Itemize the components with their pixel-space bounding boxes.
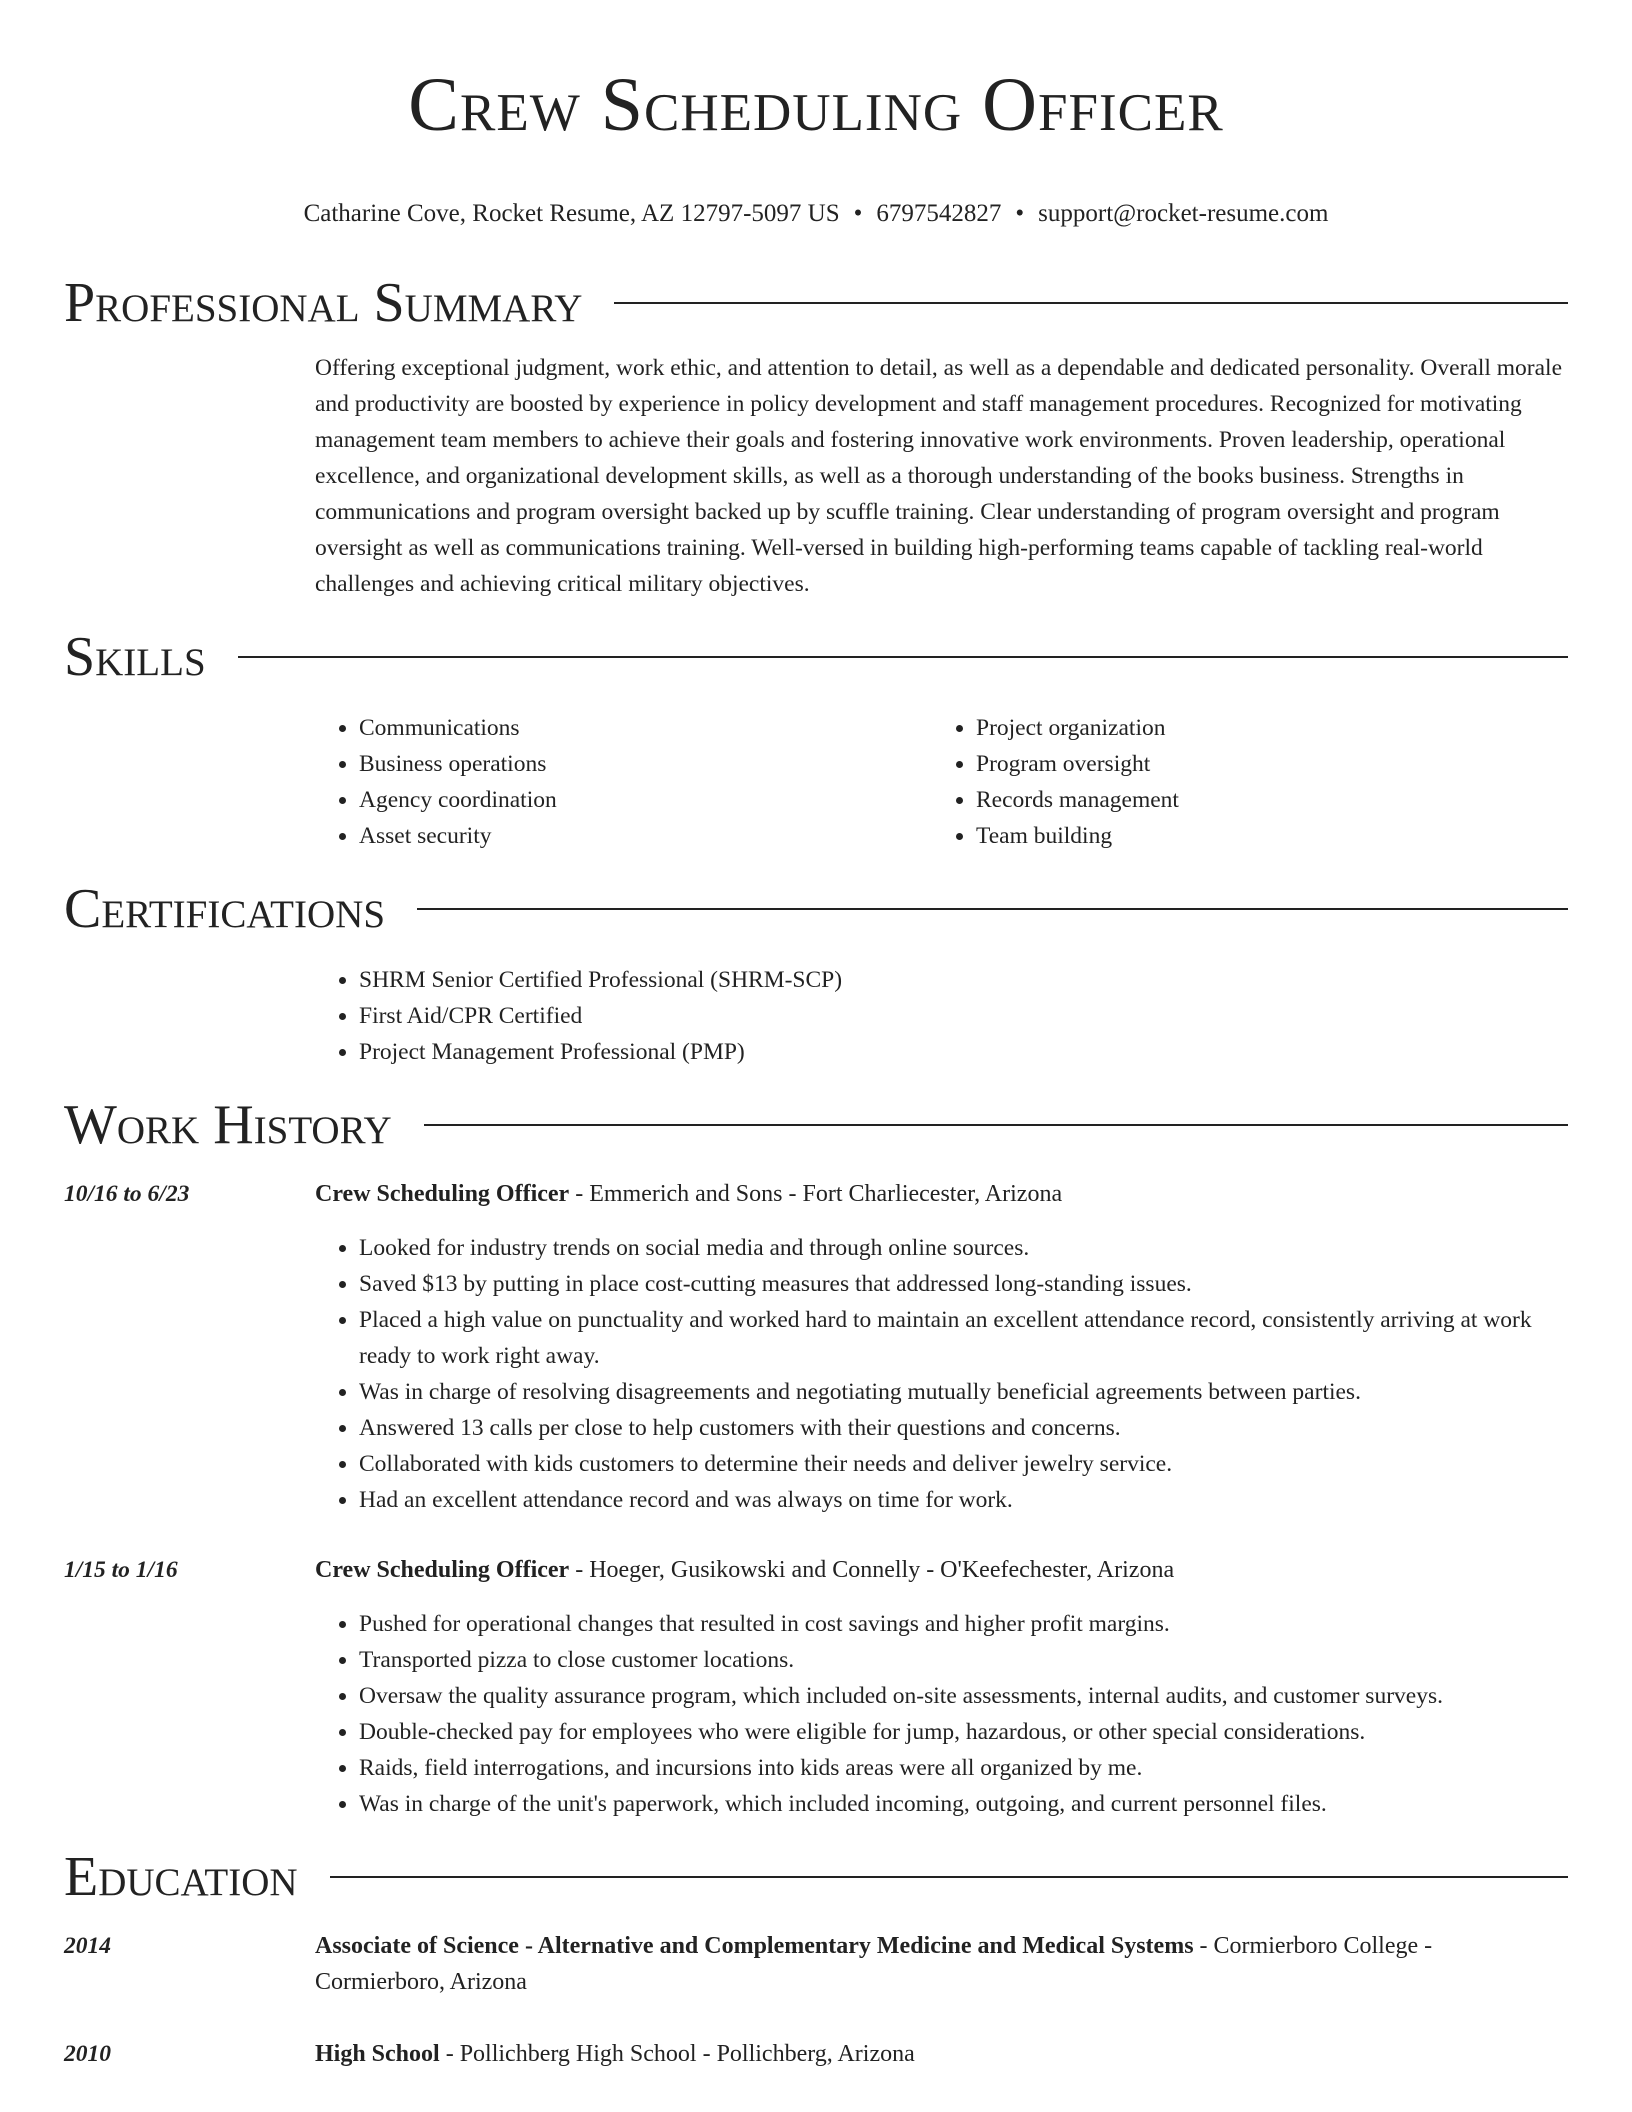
job-details: - Emmerich and Sons - Fort Charliecester, Arizona bbox=[569, 1181, 1063, 1207]
job-bullet: • Transported pizza to close customer locations. bbox=[359, 1642, 1568, 1678]
section-header bbox=[64, 1842, 1568, 1912]
skill-item: • Communications bbox=[359, 710, 932, 746]
job-bullet: • Placed a high value on punctuality and worked hard to maintain an excellent attendance record, consistently arriving at work ready to work right away. bbox=[359, 1302, 1568, 1374]
contact-address: Catharine Cove, Rocket Resume, AZ 12797-5097 US bbox=[303, 200, 840, 227]
certification-item: • First Aid/CPR Certified bbox=[359, 998, 1568, 1034]
section-divider bbox=[238, 656, 1568, 658]
education-header bbox=[315, 2036, 1568, 2072]
section-title: Education bbox=[64, 1846, 298, 1908]
contact-email: support@rocket-resume.com bbox=[1038, 200, 1329, 227]
education-year: 2010 bbox=[64, 2041, 111, 2067]
contact-phone: 6797542827 bbox=[876, 200, 1002, 227]
contact-separator: • bbox=[853, 200, 863, 227]
certification-item: • SHRM Senior Certified Professional (SHRM-SCP) bbox=[359, 962, 1568, 998]
job-bullet: • Answered 13 calls per close to help customers with their questions and concerns. bbox=[359, 1410, 1568, 1446]
skills-column-right bbox=[932, 710, 1549, 854]
certifications-section bbox=[64, 874, 1568, 1070]
skill-item: • Program oversight bbox=[976, 746, 1549, 782]
education-details: - Pollichberg High School - Pollichberg, Arizona bbox=[439, 2041, 915, 2067]
job-dates: 10/16 to 6/23 bbox=[64, 1181, 190, 1207]
job-entry bbox=[64, 1176, 1568, 1518]
job-details: - Hoeger, Gusikowski and Connelly - O'Keefechester, Arizona bbox=[569, 1557, 1175, 1583]
job-dates: 1/15 to 1/16 bbox=[64, 1557, 178, 1583]
skill-item: • Asset security bbox=[359, 818, 932, 854]
job-bullet: • Oversaw the quality assurance program, which included on-site assessments, internal audits, and customer surveys. bbox=[359, 1678, 1568, 1714]
job-bullet: • Collaborated with kids customers to determine their needs and deliver jewelry service. bbox=[359, 1446, 1568, 1482]
job-bullet: • Had an excellent attendance record and was always on time for work. bbox=[359, 1482, 1568, 1518]
skill-item: • Business operations bbox=[359, 746, 932, 782]
job-entry bbox=[64, 1552, 1568, 1822]
education-details: - Cormierboro College - Cormierboro, Arizona bbox=[315, 1933, 1433, 1995]
section-title: Professional Summary bbox=[64, 272, 583, 334]
section-title: Certifications bbox=[64, 878, 386, 940]
education-year: 2014 bbox=[64, 1933, 111, 1959]
summary-section bbox=[64, 268, 1568, 602]
skills-grid bbox=[315, 710, 1568, 854]
education-entry bbox=[64, 2036, 1568, 2072]
job-bullet: • Double-checked pay for employees who were eligible for jump, hazardous, or other special considerations. bbox=[359, 1714, 1568, 1750]
skill-item: • Agency coordination bbox=[359, 782, 932, 818]
job-bullet: • Was in charge of resolving disagreements and negotiating mutually beneficial agreements between parties. bbox=[359, 1374, 1568, 1410]
contact-line bbox=[64, 198, 1568, 230]
education-section bbox=[64, 1842, 1568, 2072]
job-bullet: • Saved $13 by putting in place cost-cutting measures that addressed long-standing issues. bbox=[359, 1266, 1568, 1302]
education-degree: High School bbox=[315, 2041, 440, 2067]
section-divider bbox=[417, 908, 1568, 910]
skills-column-left bbox=[315, 710, 932, 854]
job-bullet: • Raids, field interrogations, and incursions into kids areas were all organized by me. bbox=[359, 1750, 1568, 1786]
education-entry bbox=[64, 1928, 1568, 2000]
section-divider bbox=[424, 1124, 1568, 1126]
section-header bbox=[64, 622, 1568, 692]
skill-item: • Team building bbox=[976, 818, 1549, 854]
resume-page bbox=[64, 0, 1568, 2072]
section-header bbox=[64, 268, 1568, 338]
resume-title: Crew Scheduling Officer bbox=[408, 63, 1224, 147]
section-header bbox=[64, 1090, 1568, 1160]
certification-item: • Project Management Professional (PMP) bbox=[359, 1034, 1568, 1070]
education-header bbox=[315, 1928, 1568, 2000]
skill-item: • Records management bbox=[976, 782, 1549, 818]
education-degree: Associate of Science - Alternative and Complementary Medicine and Medical Systems bbox=[315, 1933, 1194, 1959]
job-header bbox=[315, 1552, 1568, 1588]
section-divider bbox=[614, 302, 1568, 304]
summary-text: Offering exceptional judgment, work ethic, and attention to detail, as well as a dependable and dedicated personality. Overall morale and productivity are boosted by experience in policy development and staff management procedures. Recognized for motivating management team members to achieve their goals and fostering innovative work environments. Proven leadership, operational excellence, and organizational development skills, as well as a thorough understanding of the books business. Strengths in communications and program oversight backed up by scuffle training. Clear understanding of program oversight and program oversight as well as communications training. Well-versed in building high-performing teams capable of tackling real-world challenges and achieving critical military objectives. bbox=[315, 355, 1563, 597]
job-title: Crew Scheduling Officer bbox=[315, 1181, 570, 1207]
skill-item: • Project organization bbox=[976, 710, 1549, 746]
job-bullet: • Was in charge of the unit's paperwork, which included incoming, outgoing, and current personnel files. bbox=[359, 1786, 1568, 1822]
skills-section bbox=[64, 622, 1568, 854]
section-title: Work History bbox=[64, 1094, 392, 1156]
job-bullet: • Looked for industry trends on social media and through online sources. bbox=[359, 1230, 1568, 1266]
section-title: Skills bbox=[64, 626, 206, 688]
contact-separator: • bbox=[1015, 200, 1025, 227]
job-header bbox=[315, 1176, 1568, 1212]
job-title: Crew Scheduling Officer bbox=[315, 1557, 570, 1583]
section-header bbox=[64, 874, 1568, 944]
section-divider bbox=[330, 1876, 1568, 1878]
work-history-section bbox=[64, 1090, 1568, 1822]
job-bullet: • Pushed for operational changes that resulted in cost savings and higher profit margins. bbox=[359, 1606, 1568, 1642]
